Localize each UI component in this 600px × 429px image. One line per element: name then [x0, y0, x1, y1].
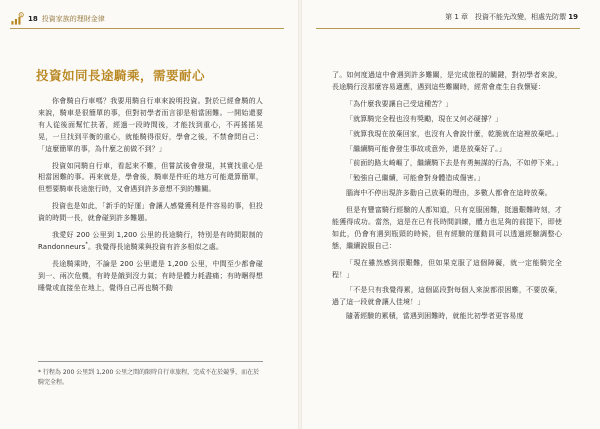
coin-logo-icon — [10, 12, 24, 26]
footnote-marker: * — [85, 241, 89, 248]
footnote: * 行程為 200 公里到 1,200 公里之間的限時自行車旅程，完成不在於競爭，而在於騎完全程。 — [38, 369, 260, 386]
quote: 「繼續騎可能會發生事故或意外，還是放棄好了。」 — [346, 144, 506, 153]
page-number: 19 — [568, 13, 578, 21]
paragraph-text: 我愛好 200 公里到 1,200 公里的長途騎行，特別是有時間限制的 Randonneurs — [38, 231, 263, 251]
right-body — [332, 70, 562, 328]
header-rule — [10, 28, 284, 29]
paragraph: 投資也是如此，「新手的好運」會讓人感覺獲利是件容易的事，但投資的時間一長，就會碰到許多難題。 — [38, 202, 263, 223]
quote: 「為什麼我要讓自己受這種苦？」 — [346, 99, 453, 108]
quote: 「前面的路太崎嶇了，繼續騎下去是有勇無謀的行為，不如停下來。」 — [346, 159, 563, 168]
left-page — [0, 0, 298, 429]
paragraph: 了。如何度過這中會遇到許多難關，是完成旅程的關鍵，對初學者來說，長途騎行沒那麼容易適應，遇到這些難關時，經常會產生自我懷疑： — [332, 71, 562, 91]
quote: 「現在雖然感到很艱難，但如果克服了這個障礙，就一定能騎完全程！」 — [332, 258, 562, 279]
left-body — [38, 96, 263, 300]
paragraph: 長途騎乘時，不論是 200 公里還是 1,200 公里，中間至少都會碰到一、兩次危機，有時是餓到沒力氣；有時是體力耗盡痛；有時睏得想睡覺或直接坐在地上，覺得自己再也騎不動 — [38, 259, 263, 292]
right-running-header — [445, 12, 578, 22]
quote: 「就算我現在放棄回家，也沒有人會說什麼，乾脆就在這裡放棄吧。」 — [346, 129, 563, 138]
right-page — [302, 0, 600, 429]
paragraph: 你會騎自行車嗎？我要用騎自行車來說明投資。對於已經會騎的人來說，騎車是很簡單的事，但對初學者而言卻是相當困難。一開始還要有人從後面幫忙扶著，經過一段時間後，才能找到重心，不再搖搖晃晃，一旦找到平衡的重心，就能騎得很好，學會之後，不禁會問自己：「這麼簡單的事，為什麼之前做不到？」 — [38, 97, 263, 153]
paragraph: 投資如同騎自行車，看起來不難，但嘗試後會發現，其實找重心是相當困難的事。再來就是，學會後，騎車是件旺的地方可能還算簡單，但想要騎車長途旅行時，又會遇到許多意想不到的難關。 — [38, 161, 263, 194]
paragraph-text: 。我覺得長途騎乘與投資有許多相似之處。 — [88, 242, 223, 251]
footnote-rule — [38, 361, 263, 362]
page-number: 18 — [28, 15, 38, 23]
book-title: 投資家族的理財金律 — [41, 15, 105, 23]
paragraph — [38, 230, 263, 254]
quote: 「勉強自己繼續，可能會對身體造成傷害。」 — [346, 174, 485, 183]
paragraph: 但是有豐富騎行經驗的人都知道，只有克服困難，挺過艱難時刻，才能獲得成功。當然，這是在已有長時間訓練，體力也足夠的前提下，即使如此，仍會有遇到瓶頸的時候，但有經驗的運動員可以透過經驗調整心態，繼續說服自己： — [332, 206, 562, 250]
quote: 「就算騎完全程也沒有獎勵，現在又何必硬撐？」 — [346, 114, 503, 123]
chapter-title: 第 1 章 投資不能先改變，相處先防禦 — [445, 13, 567, 21]
paragraph: 腦海中不停出現許多勸自己放棄的理由，多數人都會在這時放棄。 — [346, 189, 552, 198]
paragraph: 隨著經驗的累積，當遇到困難時，就能比初學者更容易度 — [346, 312, 524, 321]
svg-text:$: $ — [20, 12, 23, 17]
left-running-header — [10, 12, 105, 26]
section-title: 投資如同長途騎乘，需要耐心 — [36, 68, 206, 83]
quote: 「不是只有我覺得累，這個區段對每個人來說都很困難，不要放棄，過了這一段就會讓人佳境！」 — [332, 285, 562, 306]
header-rule — [316, 28, 580, 29]
